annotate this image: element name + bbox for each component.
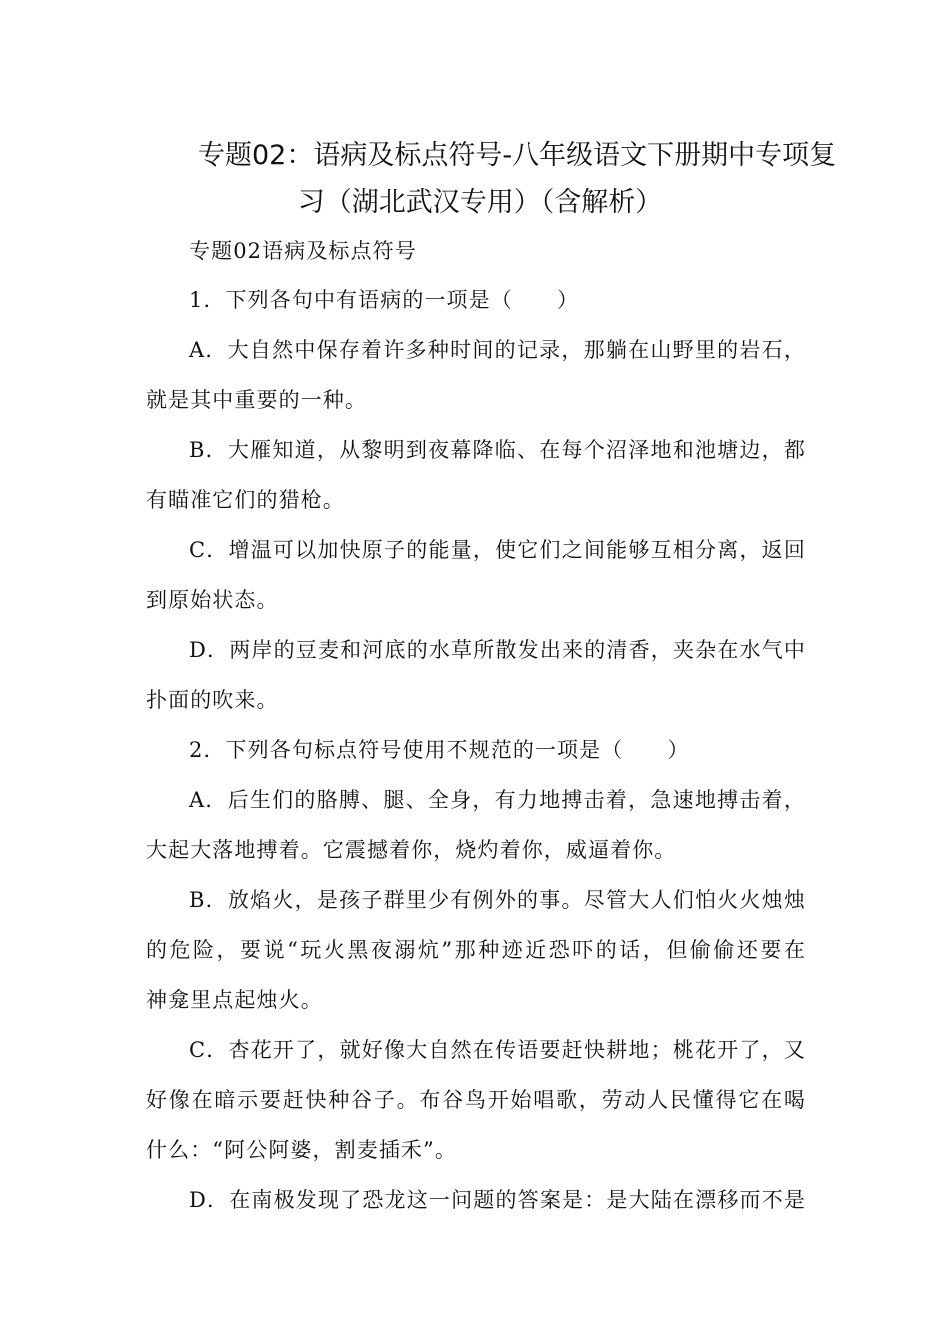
q2-option-c-line-2: 好像在暗示要赶快种谷子。布谷鸟开始唱歌，劳动人民懂得它在喝: [146, 1088, 806, 1112]
question-2-stem: 2．下列各句标点符号使用不规范的一项是（ ）: [189, 738, 690, 762]
q1-option-b-line-1: B．大雁知道，从黎明到夜幕降临、在每个沼泽地和池塘边，都: [189, 438, 806, 462]
q1-option-a-line-2: 就是其中重要的一种。: [146, 388, 367, 412]
section-heading: 专题02语病及标点符号: [189, 239, 417, 263]
q1-option-c-line-2: 到原始状态。: [146, 588, 279, 612]
q2-option-c-line-1: C．杏花开了，就好像大自然在传语要赶快耕地；桃花开了，又: [189, 1038, 806, 1062]
q2-option-c-line-3: 什么：“阿公阿婆，割麦插禾”。: [146, 1138, 457, 1162]
q2-option-d-line-1: D．在南极发现了恐龙这一问题的答案是：是大陆在漂移而不是: [189, 1188, 806, 1212]
question-1-stem: 1．下列各句中有语病的一项是（ ）: [189, 288, 580, 312]
q1-option-d-line-2: 扑面的吹来。: [146, 688, 279, 712]
q2-option-b-line-3: 神龛里点起烛火。: [146, 988, 323, 1012]
q2-option-a-line-2: 大起大落地搏着。它震撼着你，烧灼着你，威逼着你。: [146, 838, 677, 862]
q2-option-b-line-1: B．放焰火，是孩子群里少有例外的事。尽管大人们怕火火烛烛: [189, 888, 806, 912]
q2-option-a-line-1: A．后生们的胳膊、腿、全身，有力地搏击着，急速地搏击着，: [189, 788, 806, 812]
q1-option-a-line-1: A．大自然中保存着许多种时间的记录，那躺在山野里的岩石，: [189, 338, 806, 362]
q1-option-b-line-2: 有瞄准它们的猎枪。: [146, 488, 345, 512]
title-line-2: 习（湖北武汉专用）（含解析）: [297, 187, 663, 218]
q1-option-c-line-1: C．增温可以加快原子的能量，使它们之间能够互相分离，返回: [189, 538, 806, 562]
document-title: [150, 132, 837, 226]
q1-option-d-line-1: D．两岸的豆麦和河底的水草所散发出来的清香，夹杂在水气中: [189, 638, 806, 662]
title-line-1: 专题02：语病及标点符号-八年级语文下册期中专项复: [198, 140, 837, 171]
q2-option-b-line-2: 的危险，要说“玩火黑夜溺炕”那种迹近恐吓的话，但偷偷还要在: [146, 938, 806, 962]
